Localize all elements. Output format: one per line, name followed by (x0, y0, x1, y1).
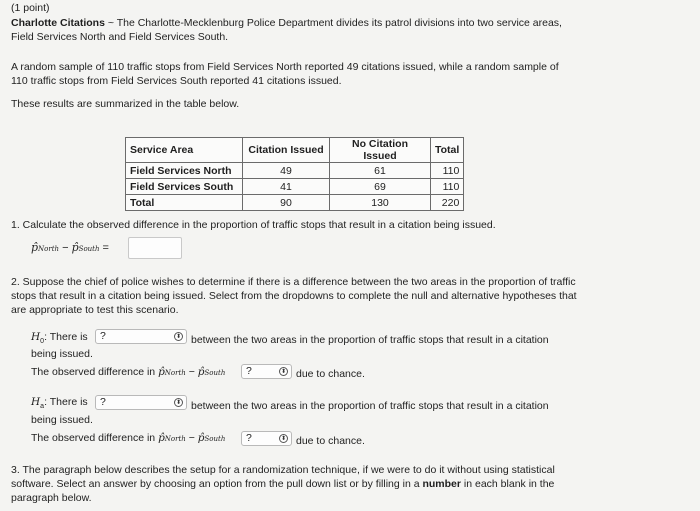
table-cell: 41 (243, 179, 330, 195)
q2-line-3: are appropriate to test this scenario. (11, 304, 179, 316)
q3-line-2-bold: number (422, 478, 461, 490)
q1-text: 1. Calculate the observed difference in the proportion of traffic stops that result in a citation being issued. (11, 219, 496, 231)
p-hat-symbol: p̂ (197, 432, 205, 444)
table-header-cell: Citation Issued (243, 138, 330, 163)
table-header-cell: Service Area (126, 138, 243, 163)
ha-relation-value: ? (100, 396, 106, 408)
minus-sign: − (185, 432, 198, 444)
table-row (126, 179, 464, 195)
chevron-updown-icon: ⬍ (175, 400, 182, 406)
ha-observed-text (31, 432, 225, 444)
table-cell: 69 (330, 179, 431, 195)
chevron-updown-icon: ⬍ (280, 436, 287, 442)
q3-line-3: paragraph below. (11, 492, 92, 504)
ha-observed-prefix: The observed difference in (31, 432, 159, 444)
ha-observed-value: ? (246, 432, 252, 444)
h0-observed-suffix: due to chance. (296, 368, 365, 380)
table-header-cell: Total (431, 138, 464, 163)
table-header-cell: No Citation Issued (330, 138, 431, 163)
chevron-updown-icon: ⬍ (175, 334, 182, 340)
table-cell: 130 (330, 195, 431, 211)
problem-title-bold: Charlotte Citations (11, 17, 105, 29)
p-hat-symbol: p̂ (158, 432, 165, 444)
h0-observed-value: ? (246, 365, 252, 377)
table-header-row (126, 138, 464, 163)
ha-observed-select[interactable] (241, 431, 292, 446)
table-row (126, 163, 464, 179)
table-cell: 61 (330, 163, 431, 179)
intro-line-2: 110 traffic stops from Field Services South reported 41 citations issued. (11, 75, 342, 87)
ha-relation-select[interactable] (95, 395, 187, 410)
h0-line2: being issued. (31, 348, 93, 360)
ha-after-text: between the two areas in the proportion of traffic stops that result in a citation (191, 400, 549, 412)
equals-sign: = (99, 242, 109, 254)
intro-line-1: A random sample of 110 traffic stops from Field Services North reported 49 citations issued, while a random sample of (11, 61, 559, 73)
table-cell: Total (126, 195, 243, 211)
q3-line-2-pre: software. Select an answer by choosing an option from the pull down list or by filling in a (11, 478, 423, 490)
table-row (126, 195, 464, 211)
ha-observed-suffix: due to chance. (296, 435, 365, 447)
minus-sign: − (185, 366, 198, 378)
h0-sub: 0 (40, 338, 45, 346)
ha-line2: being issued. (31, 414, 93, 426)
p-hat-symbol: p̂ (31, 241, 39, 254)
table-cell: Field Services South (126, 179, 243, 195)
intro-line-3: These results are summarized in the table below. (11, 98, 240, 110)
q1-formula (31, 241, 109, 254)
ha-label (31, 396, 88, 410)
q2-line-1: 2. Suppose the chief of police wishes to determine if there is a difference between the two areas in the proportion of traffic (11, 276, 576, 288)
h0-after-text: between the two areas in the proportion of traffic stops that result in a citation (191, 334, 549, 346)
problem-title (11, 17, 562, 29)
points-label: (1 point) (11, 2, 50, 14)
table-cell: 110 (431, 179, 464, 195)
h0-observed-text (31, 366, 225, 378)
ha-h: H (31, 396, 41, 408)
ha-there-is: : There is (44, 396, 88, 408)
south-subscript: South (78, 245, 100, 253)
table-cell: 49 (243, 163, 330, 179)
citation-table (125, 137, 464, 211)
table-cell: 220 (431, 195, 464, 211)
chevron-updown-icon: ⬍ (280, 369, 287, 375)
minus-sign: − (59, 242, 72, 254)
table-cell: Field Services North (126, 163, 243, 179)
h0-observed-prefix: The observed difference in (31, 366, 159, 378)
h0-observed-select[interactable] (241, 364, 292, 379)
h0-there-is: : There is (44, 331, 88, 343)
difference-answer-input[interactable] (128, 237, 182, 259)
q3-line-2 (11, 478, 554, 490)
h0-relation-value: ? (100, 330, 106, 342)
table-cell: 90 (243, 195, 330, 211)
q2-line-2: stops that result in a citation being issued. Select from the dropdowns to complete the null and alternative hypotheses that (11, 290, 577, 302)
p-hat-symbol: p̂ (71, 241, 79, 254)
problem-title-rest: ~ The Charlotte-Mecklenburg Police Department divides its patrol divisions into two service areas, (104, 17, 562, 29)
p-hat-symbol: p̂ (158, 366, 165, 378)
q3-line-1: 3. The paragraph below describes the setup for a randomization technique, if we were to do it without using statistical (11, 464, 555, 476)
h0-relation-select[interactable] (95, 329, 187, 344)
south-subscript: South (204, 369, 226, 377)
ha-sub: a (40, 403, 45, 411)
q3-line-2-post: in each blank in the (460, 478, 555, 490)
table-cell: 110 (431, 163, 464, 179)
p-hat-symbol: p̂ (197, 366, 205, 378)
north-subscript: North (164, 435, 186, 443)
south-subscript: South (204, 435, 226, 443)
north-subscript: North (164, 369, 186, 377)
h0-label (31, 331, 88, 345)
problem-title-line2: Field Services North and Field Services South. (11, 31, 229, 43)
h0-h: H (31, 331, 41, 343)
north-subscript: North (38, 245, 60, 253)
